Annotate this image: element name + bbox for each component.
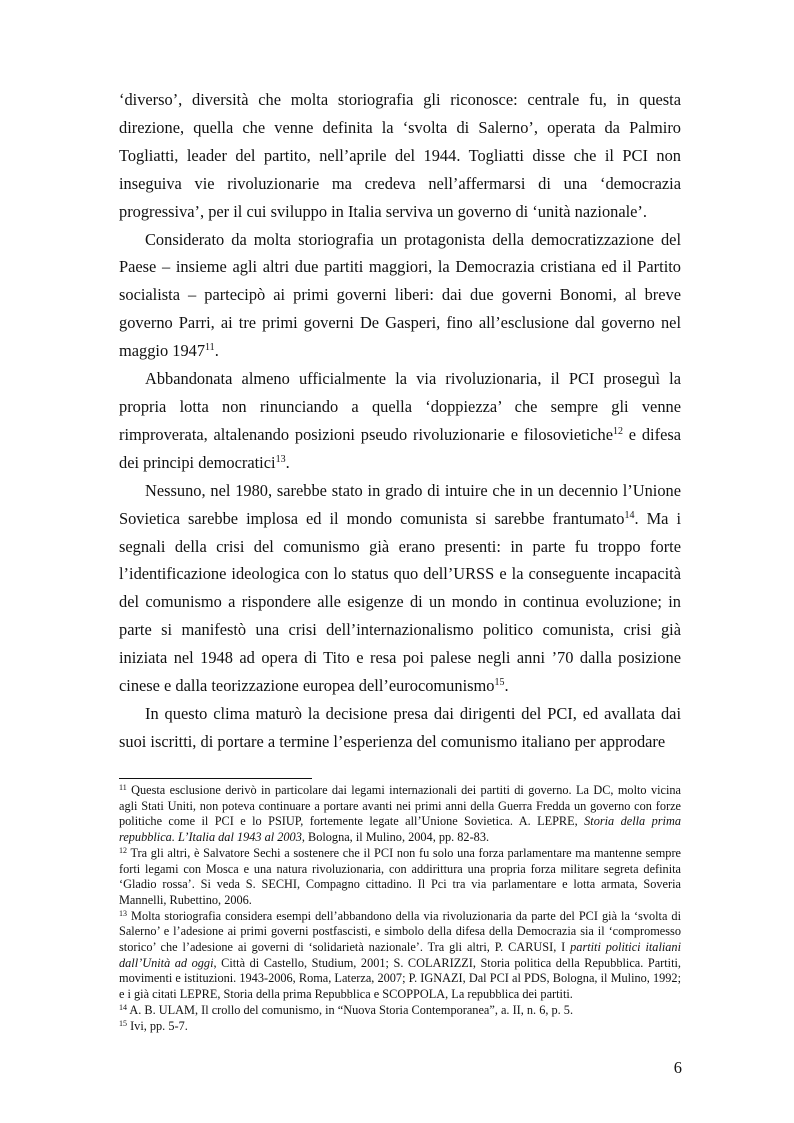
footnote-number: 14 — [119, 1002, 127, 1012]
footnote-ref[interactable]: 13 — [275, 453, 286, 465]
body-text — [119, 86, 681, 756]
footnote-number: 11 — [119, 783, 127, 792]
footnote: $^{14}$ A. B. ULAM, Il crollo del comunismo, in “Nuova Storia Contemporanea”, a. II, n. 6, p. 5. — [119, 1002, 574, 1017]
footnote: $^{15}$ Ivi, pp. 5-7. — [119, 1018, 188, 1033]
page-number: 6 — [673, 1058, 682, 1077]
footnote-ref[interactable]: 14 — [624, 509, 635, 521]
footnote-separator — [119, 778, 312, 779]
footnote-number: 13 — [119, 908, 127, 918]
footnote: $^{13}$ Molta storiografia considera esempi dell’abbandono della via rivoluzionaria da parte del PCI già la ‘svolta di Salerno’ e l’adesione ai primi governi postfascisti, e simbolo della difesa della Democrazia sia il ‘compromesso storico’ che l’adesione ai governi di ‘solidarietà nazionale’. Tra gli altri, P. CARUSI, I partiti politici italiani dall’Unità ad oggi, Città di Castello, Studium, 2001; S. COLARIZZI, Storia politica della Repubblica. Partiti, movimenti e istituzioni. 1943-2006, Roma, Laterza, 2007; P. IGNAZI, Dal PCI al PDS, Bologna, il Mulino, 1992; e i già citati LEPRE, Storia della prima Repubblica e SCOPPOLA, La repubblica dei partiti. — [119, 908, 681, 1002]
footnote: $^{12}$ Tra gli altri, è Salvatore Sechi a sostenere che il PCI non fu solo una forza parlamentare ma mantenne sempre forti legami con Mosca e una natura rivoluzionaria, con addirittura una propria forza militare segreta definita ‘Gladio rossa’. Si veda S. SECHI, Compagno cittadino. Il Pci tra via parlamentare e lotta armata, Soveria Mannelli, Rubettino, 2006. — [119, 845, 681, 907]
footnote: $^{11}$ Questa esclusione derivò in particolare dai legami internazionali dei partiti di governo. La DC, molto vicina agli Stati Uniti, non poteva continuare a portare avanti nei primi anni della Guerra Fredda un governo con forze politiche come il PCI e lo PSIUP, fortemente legate all’Unione Sovietica. A. LEPRE, Storia della prima repubblica. L’Italia dal 1943 al 2003, Bologna, il Mulino, 2004, pp. 82-83. — [119, 783, 681, 845]
paragraph: Considerato da molta storiografia un protagonista della democratizzazione del Paese – insieme agli altri due partiti maggiori, la Democrazia cristiana ed il Partito socialista – partecipò ai primi governi liberi: dai due governi Bonomi, al breve governo Parri, ai tre primi governi De Gasperi, fino all’esclusione dal governo nel maggio 1947$^{11}$. — [119, 229, 681, 361]
paragraph: Abbandonata almeno ufficialmente la via rivoluzionaria, il PCI proseguì la propria lotta non rinunciando a quella ‘doppiezza’ che sempre gli venne rimproverata, altalenando posizioni pseudo rivoluzionarie e filosovietiche$^{12}$ e difesa dei principi democratici$^{13}$. — [119, 369, 681, 472]
paragraph: ‘diverso’, diversità che molta storiografia gli riconosce: centrale fu, in questa direzione, quella che venne definita la ‘svolta di Salerno’, operata da Palmiro Togliatti, leader del partito, nell’aprile del 1944. Togliatti disse che il PCI non inseguiva vie rivoluzionarie ma credeva nell’affermarsi di una ‘democrazia progressiva’, per il cui sviluppo in Italia serviva un governo di ‘unità nazionale’. — [119, 90, 681, 221]
footnote-number: 15 — [119, 1018, 127, 1028]
footnote-number: 12 — [119, 845, 127, 855]
footnote-ref[interactable]: 15 — [494, 677, 505, 689]
book-title: Storia della prima repubblica. L’Italia dal 1943 al 2003 — [119, 814, 681, 845]
footnotes — [119, 783, 681, 1034]
paragraph: Nessuno, nel 1980, sarebbe stato in grado di intuire che in un decennio l’Unione Sovietica sarebbe implosa ed il mondo comunista si sarebbe frantumato$^{14}$. Ma i segnali della crisi del comunismo già erano presenti: in parte fu troppo forte l’identificazione ideologica con lo status quo dell’URSS e la conseguente incapacità del comunismo a rispondere alle esigenze di un mondo in continua evoluzione; in parte si manifestò una crisi dell’internazionalismo politico comunista, crisi già iniziata nel 1948 ad opera di Tito e resa poi palese negli anni ’70 dalla posizione cinese e dalla teorizzazione europea dell’eurocomunismo$^{15}$. — [119, 480, 681, 696]
footnote-ref[interactable]: 12 — [613, 425, 623, 437]
footnote-ref[interactable]: 11 — [205, 342, 215, 354]
book-title: partiti politici italiani dall’Unità ad oggi — [119, 940, 681, 970]
paragraph: In questo clima maturò la decisione presa dai dirigenti del PCI, ed avallata dai suoi iscritti, di portare a termine l’esperienza del comunismo italiano per approdare — [119, 703, 681, 751]
